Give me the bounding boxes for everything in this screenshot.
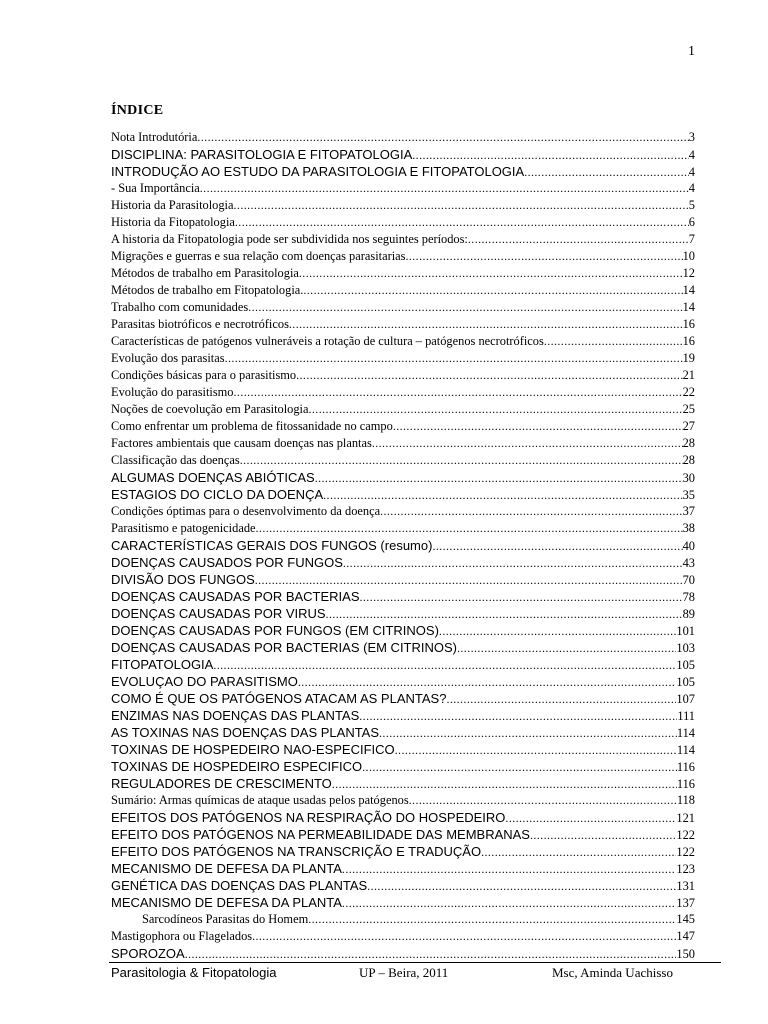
toc-entry[interactable] — [111, 248, 695, 265]
toc-dot-leader — [372, 435, 683, 452]
toc-entry-title: AS TOXINAS NAS DOENÇAS DAS PLANTAS — [111, 725, 380, 740]
toc-entry-page-number: 16 — [682, 317, 695, 331]
toc-entry[interactable] — [111, 775, 695, 792]
toc-entry[interactable] — [111, 197, 695, 214]
toc-entry-title: - Sua Importância — [111, 181, 200, 195]
toc-entry-title: Como enfrentar um problema de fitossanidade no campo — [111, 419, 393, 433]
toc-entry-title: Métodos de trabalho em Parasitologia — [111, 266, 299, 280]
toc-dot-leader — [213, 657, 676, 673]
toc-entry-page-number: 105 — [676, 658, 695, 672]
toc-entry-page-number: 131 — [676, 879, 695, 893]
toc-entry[interactable] — [111, 520, 695, 537]
toc-entry-page-number: 22 — [682, 385, 695, 399]
toc-dot-leader — [367, 878, 676, 894]
toc-entry[interactable] — [111, 316, 695, 333]
toc-entry-title: Historia da Fitopatologia — [111, 215, 235, 229]
toc-entry-title: Sumário: Armas químicas de ataque usadas pelos patógenos — [111, 793, 409, 807]
toc-entry-title: MECANISMO DE DEFESA DA PLANTA — [111, 895, 342, 910]
toc-entry-page-number: 5 — [688, 198, 695, 212]
toc-entry-title: A historia da Fitopatologia pode ser subdividida nos seguintes períodos: — [111, 232, 468, 246]
toc-dot-leader — [362, 759, 677, 775]
toc-entry-page-number: 38 — [682, 521, 695, 535]
toc-entry[interactable] — [111, 741, 695, 758]
toc-entry-title: EFEITO DOS PATÓGENOS NA PERMEABILIDADE DAS MEMBRANAS — [111, 827, 530, 842]
toc-entry-title: Parasitismo e patogenicidade — [111, 521, 256, 535]
toc-entry[interactable] — [111, 503, 695, 520]
toc-entry[interactable] — [111, 367, 695, 384]
toc-entry[interactable] — [111, 333, 695, 350]
toc-entry[interactable] — [111, 673, 695, 690]
toc-entry[interactable] — [111, 826, 695, 843]
toc-entry-page-number: 7 — [688, 232, 695, 246]
toc-entry-title: Historia da Parasitologia — [111, 198, 234, 212]
toc-entry-page-number: 4 — [688, 148, 695, 162]
toc-dot-leader — [432, 538, 682, 554]
toc-dot-leader — [468, 231, 689, 248]
toc-entry-page-number: 6 — [688, 215, 695, 229]
toc-dot-leader — [303, 282, 682, 299]
toc-entry-page-number: 147 — [676, 929, 695, 943]
toc-dot-leader — [248, 299, 682, 316]
toc-dot-leader — [185, 946, 677, 962]
toc-entry-page-number: 116 — [676, 777, 695, 791]
toc-entry[interactable] — [111, 146, 695, 163]
toc-dot-leader — [395, 742, 677, 758]
toc-entry-page-number: 3 — [688, 130, 695, 144]
toc-entry-title: ESTAGIOS DO CICLO DA DOENÇA — [111, 487, 324, 502]
toc-entry-page-number: 30 — [682, 471, 695, 485]
toc-entry-title: TOXINAS DE HOSPEDEIRO ESPECIFICO — [111, 759, 363, 774]
toc-dot-leader — [323, 487, 682, 503]
toc-entry-title: EVOLUÇAO DO PARASITISMO — [111, 674, 298, 689]
toc-entry-page-number: 116 — [676, 760, 695, 774]
toc-entry[interactable] — [111, 945, 695, 962]
toc-entry-title: Sarcodíneos Parasitas do Homem — [142, 912, 309, 926]
toc-entry-page-number: 101 — [676, 624, 695, 638]
toc-dot-leader — [197, 129, 688, 146]
toc-entry[interactable] — [111, 639, 695, 656]
toc-entry-page-number: 27 — [682, 419, 695, 433]
toc-entry-page-number: 122 — [676, 828, 695, 842]
toc-dot-leader — [252, 928, 676, 945]
toc-entry[interactable] — [111, 877, 695, 894]
toc-entry-page-number: 114 — [676, 726, 695, 740]
toc-entry-title: ENZIMAS NAS DOENÇAS DAS PLANTAS — [111, 708, 360, 723]
toc-entry-title: EFEITO DOS PATÓGENOS NA TRANSCRIÇÃO E TRADUÇÃO — [111, 844, 482, 859]
toc-dot-leader — [342, 895, 676, 911]
toc-entry-page-number: 150 — [676, 947, 695, 961]
toc-entry-page-number: 40 — [682, 539, 695, 553]
toc-entry-title: Parasitas biotróficos e necrotróficos — [111, 317, 289, 331]
toc-entry-title: FITOPATOLOGIA — [111, 657, 214, 672]
toc-entry-page-number: 123 — [676, 862, 695, 876]
toc-entry[interactable] — [111, 571, 695, 588]
toc-entry[interactable] — [111, 163, 695, 180]
toc-dot-leader — [225, 350, 683, 367]
toc-dot-leader — [299, 265, 683, 282]
toc-entry[interactable] — [111, 265, 695, 282]
toc-entry-page-number: 137 — [676, 896, 695, 910]
toc-dot-leader — [315, 470, 683, 486]
toc-dot-leader — [393, 418, 683, 435]
toc-entry-title: EFEITOS DOS PATÓGENOS NA RESPIRAÇÃO DO HOSPEDEIRO — [111, 810, 506, 825]
toc-dot-leader — [380, 503, 683, 520]
toc-dot-leader — [343, 555, 683, 571]
toc-entry-title: DISCIPLINA: PARASITOLOGIA E FITOPATOLOGIA — [111, 147, 413, 162]
toc-entry-page-number: 12 — [682, 266, 695, 280]
toc-entry-page-number: 21 — [682, 368, 695, 382]
toc-dot-leader — [234, 384, 683, 401]
toc-entry-page-number: 4 — [688, 165, 695, 179]
toc-entry[interactable] — [111, 656, 695, 673]
toc-entry[interactable] — [111, 911, 695, 928]
toc-entry[interactable] — [111, 299, 695, 316]
toc-entry-title: DOENÇAS CAUSADAS POR VIRUS — [111, 606, 326, 621]
footer-course-title: Parasitologia & Fitopatologia — [111, 965, 277, 980]
table-of-contents — [111, 129, 695, 962]
toc-dot-leader — [405, 248, 682, 265]
toc-entry-page-number: 28 — [682, 436, 695, 450]
toc-entry-page-number: 122 — [676, 845, 695, 859]
toc-entry-title: DIVISÃO DOS FUNGOS — [111, 572, 255, 587]
toc-entry[interactable] — [111, 894, 695, 911]
toc-entry-title: Factores ambientais que causam doenças nas plantas — [111, 436, 372, 450]
toc-dot-leader — [332, 776, 677, 792]
toc-dot-leader — [309, 401, 683, 418]
toc-entry-title: COMO É QUE OS PATÓGENOS ATACAM AS PLANTAS? — [111, 691, 447, 706]
toc-dot-leader — [412, 147, 689, 163]
toc-entry-page-number: 118 — [676, 793, 695, 807]
toc-dot-leader — [505, 810, 676, 826]
toc-entry[interactable] — [111, 180, 695, 197]
toc-entry-title: Migrações e guerras e sua relação com doenças parasitarias — [111, 249, 406, 263]
toc-entry-title: Nota Introdutória — [111, 130, 198, 144]
toc-entry-page-number: 10 — [682, 249, 695, 263]
toc-dot-leader — [359, 708, 677, 724]
toc-entry-title: INTRODUÇÃO AO ESTUDO DA PARASITOLOGIA E FITOPATOLOGIA — [111, 164, 525, 179]
toc-entry[interactable] — [111, 707, 695, 724]
toc-entry-page-number: 107 — [676, 692, 695, 706]
toc-entry-page-number: 89 — [682, 607, 695, 621]
toc-entry-title: Condições óptimas para o desenvolvimento da doença — [111, 504, 381, 518]
toc-entry[interactable] — [111, 452, 695, 469]
index-title: ÍNDICE — [111, 103, 164, 118]
toc-dot-leader — [308, 911, 676, 928]
toc-dot-leader — [439, 623, 676, 639]
toc-entry-page-number: 70 — [682, 573, 695, 587]
toc-entry[interactable] — [111, 588, 695, 605]
toc-entry-title: DOENÇAS CAUSADOS POR FUNGOS — [111, 555, 343, 570]
toc-entry[interactable] — [111, 435, 695, 452]
toc-entry-page-number: 14 — [682, 283, 695, 297]
toc-entry[interactable] — [111, 928, 695, 945]
toc-entry-title: Mastigophora ou Flagelados — [111, 929, 253, 943]
toc-entry[interactable] — [111, 554, 695, 571]
toc-entry-title: MECANISMO DE DEFESA DA PLANTA — [111, 861, 342, 876]
toc-entry-page-number: 35 — [682, 488, 695, 502]
toc-entry[interactable] — [111, 690, 695, 707]
toc-dot-leader — [234, 197, 689, 214]
toc-dot-leader — [457, 640, 676, 656]
toc-entry-title: Trabalho com comunidades — [111, 300, 249, 314]
toc-entry-title: Características de patógenos vulneráveis a rotação de cultura – patógenos necrotróficos — [111, 334, 544, 348]
toc-entry-page-number: 121 — [676, 811, 695, 825]
toc-entry-title: DOENÇAS CAUSADAS POR BACTERIAS — [111, 589, 360, 604]
toc-entry-page-number: 145 — [676, 912, 695, 926]
toc-entry-page-number: 78 — [682, 590, 695, 604]
toc-entry-title: CARACTERÍSTICAS GERAIS DOS FUNGOS (resumo) — [111, 538, 433, 553]
toc-entry-page-number: 19 — [682, 351, 695, 365]
toc-entry[interactable] — [111, 860, 695, 877]
toc-dot-leader — [524, 164, 689, 180]
footer-author: Msc, Aminda Uachisso — [552, 965, 673, 980]
toc-entry-page-number: 105 — [676, 675, 695, 689]
toc-entry[interactable] — [111, 843, 695, 860]
toc-entry-title: TOXINAS DE HOSPEDEIRO NAO-ESPECIFICO — [111, 742, 395, 757]
toc-entry-page-number: 25 — [682, 402, 695, 416]
toc-entry-page-number: 37 — [682, 504, 695, 518]
toc-dot-leader — [235, 214, 689, 231]
toc-dot-leader — [342, 861, 676, 877]
toc-entry[interactable] — [111, 605, 695, 622]
toc-entry[interactable] — [111, 418, 695, 435]
toc-dot-leader — [256, 520, 683, 537]
toc-dot-leader — [326, 606, 683, 622]
toc-entry-page-number: 114 — [676, 743, 695, 757]
toc-entry[interactable] — [111, 350, 695, 367]
toc-dot-leader — [544, 333, 683, 350]
toc-dot-leader — [296, 367, 682, 384]
footer-divider — [109, 962, 721, 963]
toc-entry-title: DOENÇAS CAUSADAS POR BACTERIAS (EM CITRINOS) — [111, 640, 457, 655]
toc-entry-title: Métodos de trabalho em Fitopatologia. — [111, 283, 304, 297]
toc-dot-leader — [446, 691, 676, 707]
toc-entry[interactable] — [111, 724, 695, 741]
toc-entry-title: SPOROZOA — [111, 946, 185, 961]
toc-entry[interactable] — [111, 469, 695, 486]
toc-entry-page-number: 14 — [682, 300, 695, 314]
toc-dot-leader — [200, 180, 689, 197]
toc-dot-leader — [289, 316, 683, 333]
toc-entry[interactable] — [111, 809, 695, 826]
toc-entry[interactable] — [111, 384, 695, 401]
toc-entry-title: Condições básicas para o parasitismo — [111, 368, 297, 382]
toc-entry-title: Evolução do parasitismo — [111, 385, 234, 399]
toc-entry-title: Noções de coevolução em Parasitologia — [111, 402, 309, 416]
toc-entry-page-number: 16 — [682, 334, 695, 348]
toc-dot-leader — [298, 674, 677, 690]
footer-institution-year: UP – Beira, 2011 — [359, 965, 449, 980]
toc-entry[interactable] — [111, 792, 695, 809]
toc-entry[interactable] — [111, 282, 695, 299]
toc-dot-leader — [481, 844, 676, 860]
toc-entry-page-number: 4 — [688, 181, 695, 195]
toc-entry-title: Classificação das doenças — [111, 453, 240, 467]
toc-dot-leader — [240, 452, 683, 469]
toc-entry-title: ALGUMAS DOENÇAS ABIÓTICAS — [111, 470, 315, 485]
toc-entry[interactable] — [111, 231, 695, 248]
toc-dot-leader — [409, 792, 677, 809]
toc-entry-page-number: 111 — [677, 709, 695, 723]
toc-entry-title: GENÉTICA DAS DOENÇAS DAS PLANTAS — [111, 878, 368, 893]
toc-entry[interactable] — [111, 486, 695, 503]
toc-entry-page-number: 103 — [676, 641, 695, 655]
page-number: 1 — [688, 44, 695, 59]
toc-entry[interactable] — [111, 537, 695, 554]
toc-entry-page-number: 43 — [682, 556, 695, 570]
toc-dot-leader — [255, 572, 683, 588]
toc-entry[interactable] — [111, 622, 695, 639]
toc-entry-title: REGULADORES DE CRESCIMENTO — [111, 776, 332, 791]
toc-entry[interactable] — [111, 214, 695, 231]
toc-dot-leader — [379, 725, 677, 741]
toc-entry[interactable] — [111, 401, 695, 418]
toc-dot-leader — [530, 827, 676, 843]
toc-entry[interactable] — [111, 129, 695, 146]
toc-entry[interactable] — [111, 758, 695, 775]
toc-entry-title: DOENÇAS CAUSADAS POR FUNGOS (EM CITRINOS) — [111, 623, 439, 638]
toc-dot-leader — [360, 589, 683, 605]
toc-entry-title: Evolução dos parasitas — [111, 351, 225, 365]
toc-entry-page-number: 28 — [682, 453, 695, 467]
